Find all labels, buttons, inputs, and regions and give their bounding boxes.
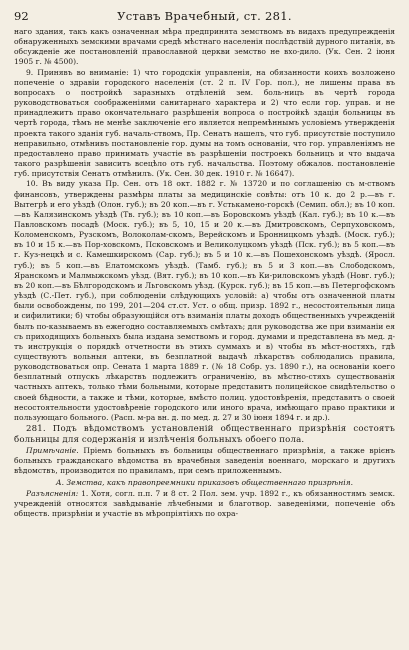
paragraph-item-9: 9. Принявъ во вниманіе: 1) что городскія управленія, на обязанности коихъ возложено попеченіе о здравіи городского населенія (ст. 2 п. IV Гор. пол.), не лишены права въ вопросахъ о постройкѣ заразныхъ отдѣленій зем. боль-ницъ въ чертѣ города руководствоваться соображеніями санитарнаго характера и 2) что если гор. управ. и не принадлежитъ право окончательнаго разрѣшенія вопроса о постройкѣ здація больницы въ чертѣ города, тѣмъ не менѣе заключеніе его является непремѣннымъ условіемъ утвержденія проекта такого зданія губ. началь-ствомъ, Пр. Сенатъ нашелъ, что губ. присутствіе поступило неправильно, отмѣнивъ постановленіе гор. думы на томъ основаніи, что гор. управленіямъ не предоставлено право принимать участіе въ разрѣшеніи построекъ больницъ и что выдача такого разрѣшенія зависитъ всецѣло отъ губ. начальства. Поэтому обжалов. постановленіе губ. присутствія Сенатъ отмѣнилъ. (Ук. Сен. 30 дек. 1910 г. № 16647). (14, 67, 395, 179)
page-header (14, 8, 395, 24)
section-heading: А. Земства, какъ правопреемники приказовъ общественнаго призрѣнія. (55, 477, 354, 487)
running-title: Уставъ Врачебный, ст. 281. (117, 9, 292, 23)
note-lead: Примѣчаніе. (26, 446, 79, 456)
explanations-text: 1. Хотя, согл. п.п. 7 и 8 ст. 2 Пол. зем. учр. 1892 г., къ обязанностямъ земск. учрежденій относятся завѣдываніе лѣчебными и благотвор. заведеніями, попеченіе объ обществ. призрѣніи и участіе въ мѣропріятіяхъ по охра- (14, 488, 395, 519)
page-body (14, 27, 395, 646)
explanations-paragraph (14, 489, 395, 519)
article-281: 281. Подъ вѣдомствомъ установленій общественнаго призрѣнія состоятъ больницы для содержанія и излѣченія больныхъ обоего пола. (14, 424, 395, 446)
paragraph-continuation: наго здания, такъ какъ означенная мѣра предпринята земствомъ въ видахъ предупрежденія обнаруженныхъ земскими врачами средѣ мѣстнаго населенія послѣдствій дурного питанія, въ обсужденіе же постановленій православной церкви земство не вхо-дило. (Ук. Сен. 2 іюня 1905 г. № 4500). (14, 27, 395, 67)
note-text: Пріемъ больныхъ въ больницы общественнаго призрѣнія, а также врієнъ больныхъ гражданскаго вѣдомства въ врачебныя заведенія военнаго, морскаго и другихъ вѣдомствъ, производится по правиламъ, при семъ приложеннымъ. (14, 446, 395, 476)
explanations-lead: Разъясненія: (26, 488, 79, 498)
note-paragraph (14, 446, 395, 476)
page-number: 92 (14, 9, 29, 23)
paragraph-item-10: 10. Въ виду указа Пр. Сен. отъ 18 окт. 1882 г. № 13720 и по соглашенію съ м-ствомъ финансовъ, утверждены размѣры платы за медицинскіе совѣты: отъ 10 к. до 2 р.—въ г. Вытегрѣ и его уѣздѣ (Олон. губ.); въ 20 коп.—въ г. Устькамено-горскѣ (Семип. обл.); въ 10 коп.—въ Калязинскомъ уѣздѣ (Тв. губ.); въ 10 коп.—въ Боровскомъ уѣздѣ (Кал. губ.); въ 10 к.—въ Павловскомъ посадѣ (Моск. губ.); въ 5, 10, 15 и 20 к.—въ Дмитровскомъ, Серпуховскомъ, Коломенскомъ, Рузскомъ, Волоколам-скомъ, Верейскомъ и Бронницкомъ уѣздѣ. (Моск. губ.); въ 10 и 15 к.—въ Пор-ховскомъ, Псковскомъ и Великолуцкомъ уѣздѣ (Пск. губ.); въ 5 коп.—въ г. Куз-нецкѣ и с. Камешкирскомъ (Сар. губ.); въ 5 и 10 к.—въ Пошехонскомъ уѣздѣ. (Яросл. губ.); въ 5 коп.—въ Елатомскомъ уѣздѣ. (Тамб. губ.); въ 5 и 3 коп.—въ Слободскомъ, Яранскомъ и Малмыжскомъ уѣзд. (Вят. губ.); въ 10 коп.—въ Ки-риловскомъ уѣздѣ (Новг. губ.); въ 20 коп.—въ Бѣлгородскомъ и Льговскомъ уѣзд. (Курск. губ.); въ 15 коп.—въ Петергофскомъ уѣздѣ (С.-Пет. губ.), при соблюденіи слѣдующихъ условій: а) чтобы отъ означенной платы были освобождены, по 199, 201—204 ст.ст. Уст. о общ. призр. 1892 г., несостоятельныя лица и сифилитики; б) чтобы образующійся отъ взиманія платы доходъ общественныхъ учрежденій былъ по-казываемъ въ ежегодно составляемыхъ смѣтахъ; для руководства же при взиманіи ея съ приходящихъ больныхъ была издана земствомъ и город. думами и представлена въ мед. д-тъ инструкція о порядкѣ отчетности въ этихъ суммахъ и в) чтобы въ мѣст-ностяхъ, гдѣ существуютъ вольныя аптеки, въ безплатной выдачѣ лѣкарствъ соблюдались правила, руководствоваться опр. Сената 1 марта 1889 г. (№ 18 Собр. уз. 1890 г.), на основаніи коего безплатный отпускъ лѣкарствъ подлежитъ ограниченію, въ мѣстно-стяхъ существованія частныхъ аптекъ, только тѣми больными, которые представитъ полицейское свидѣтельство о своей бѣдности, а также и тѣми, которые, вмѣсто полиц. удостовѣренія, представятъ о своей несостоятельности удостовѣреніе городского или иного врача, имѣющаго право практики и пользующаго больного. (Расп. м-ра вн. д. по мед. д. 27 и 30 іюня 1894 г. и др.). (14, 179, 395, 422)
